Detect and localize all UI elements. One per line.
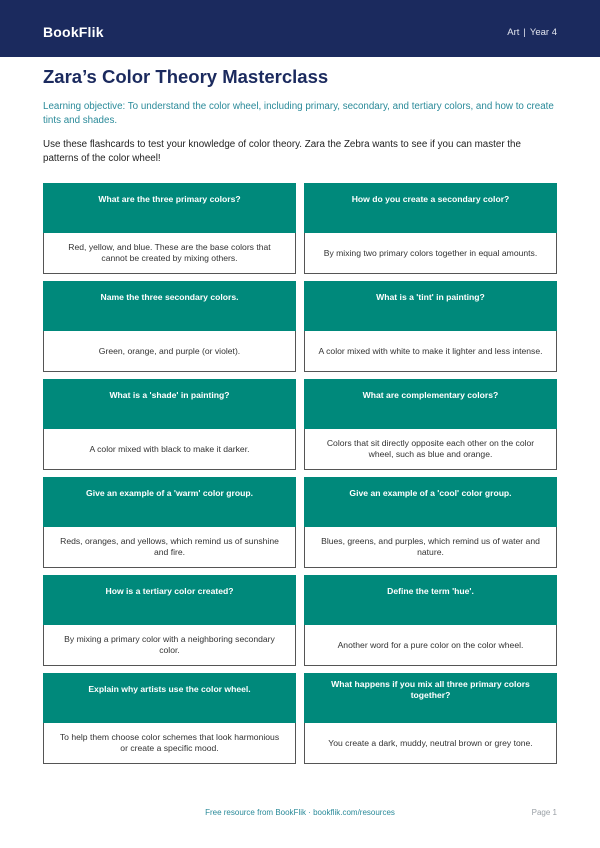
learning-objective: Learning objective: To understand the color wheel, including primary, secondary, and tertiary colors, and how to create tints and shades. [43,101,554,126]
flashcard-answer-text: By mixing a primary color with a neighboring secondary color. [64,634,275,655]
flashcard-question: How do you create a secondary color? [304,183,557,233]
flashcard-question: Explain why artists use the color wheel. [43,673,296,723]
subject-label: Art [507,27,520,38]
flashcard [304,673,557,764]
flashcard-answer-text: A color mixed with white to make it lighter and less intense. [318,345,543,356]
flashcard-answer [304,233,557,274]
flashcard-answer-text: Another word for a pure color on the color wheel. [337,639,524,650]
flashcard-answer-text: You create a dark, muddy, neutral brown or grey tone. [328,737,533,748]
flashcard-question: What happens if you mix all three primary colors together? [304,673,557,723]
flashcard-answer [304,625,557,666]
flashcard-answer-text: Colors that sit directly opposite each other on the color wheel, such as blue and orange. [326,438,535,459]
flashcard-question: Give an example of a 'cool' color group. [304,477,557,527]
flashcard [304,183,557,274]
intro-text: Use these flashcards to test your knowledge of color theory. Zara the Zebra wants to see if you can master the patterns of the color wheel! [43,139,521,164]
flashcard [43,281,296,372]
flashcard-question: Name the three secondary colors. [43,281,296,331]
subject-year-label [507,27,557,39]
flashcard [43,379,296,470]
flashcard [43,183,296,274]
flashcard-answer-text: Reds, oranges, and yellows, which remind us of sunshine and fire. [60,536,279,557]
flashcard-question: Give an example of a 'warm' color group. [43,477,296,527]
flashcard-answer [304,429,557,470]
flashcard-answer [43,233,296,274]
brand-logo-text: BookFlik [43,24,104,40]
flashcard-question: How is a tertiary color created? [43,575,296,625]
flashcard [43,673,296,764]
flashcard-answer-text: A color mixed with black to make it darker. [89,443,250,454]
footer-resource-text: Free resource from BookFlik · bookflik.com/resources [205,808,395,817]
flashcard-question: What are complementary colors? [304,379,557,429]
flashcard [43,575,296,666]
page-number: Page 1 [531,808,557,817]
flashcard-answer-text: To help them choose color schemes that look harmonious or create a specific mood. [59,732,280,753]
top-banner [0,0,600,57]
flashcard-answer [304,527,557,568]
flashcard-answer [43,625,296,666]
flashcard-answer-text: By mixing two primary colors together in equal amounts. [323,247,538,258]
flashcard-answer [304,331,557,372]
flashcard-answer-text: Red, yellow, and blue. These are the base colors that cannot be created by mixing others. [68,242,271,263]
flashcard-answer-text: Blues, greens, and purples, which remind us of water and nature. [321,536,540,557]
flashcard-answer [43,331,296,372]
flashcard-question: Define the term 'hue'. [304,575,557,625]
page-title: Zara’s Color Theory Masterclass [43,66,329,87]
flashcard [304,281,557,372]
flashcard [304,575,557,666]
year-label: Year 4 [529,27,557,38]
flashcard [43,477,296,568]
flashcard [304,379,557,470]
flashcard-answer [43,527,296,568]
flashcard-answer [43,429,296,470]
flashcard-grid [43,183,557,764]
flashcard-question: What is a 'shade' in painting? [43,379,296,429]
flashcard-answer [304,723,557,764]
meta-separator: | [523,27,526,38]
flashcard-question: What are the three primary colors? [43,183,296,233]
flashcard [304,477,557,568]
flashcard-answer-text: Green, orange, and purple (or violet). [98,345,241,356]
flashcard-answer [43,723,296,764]
flashcard-question: What is a 'tint' in painting? [304,281,557,331]
